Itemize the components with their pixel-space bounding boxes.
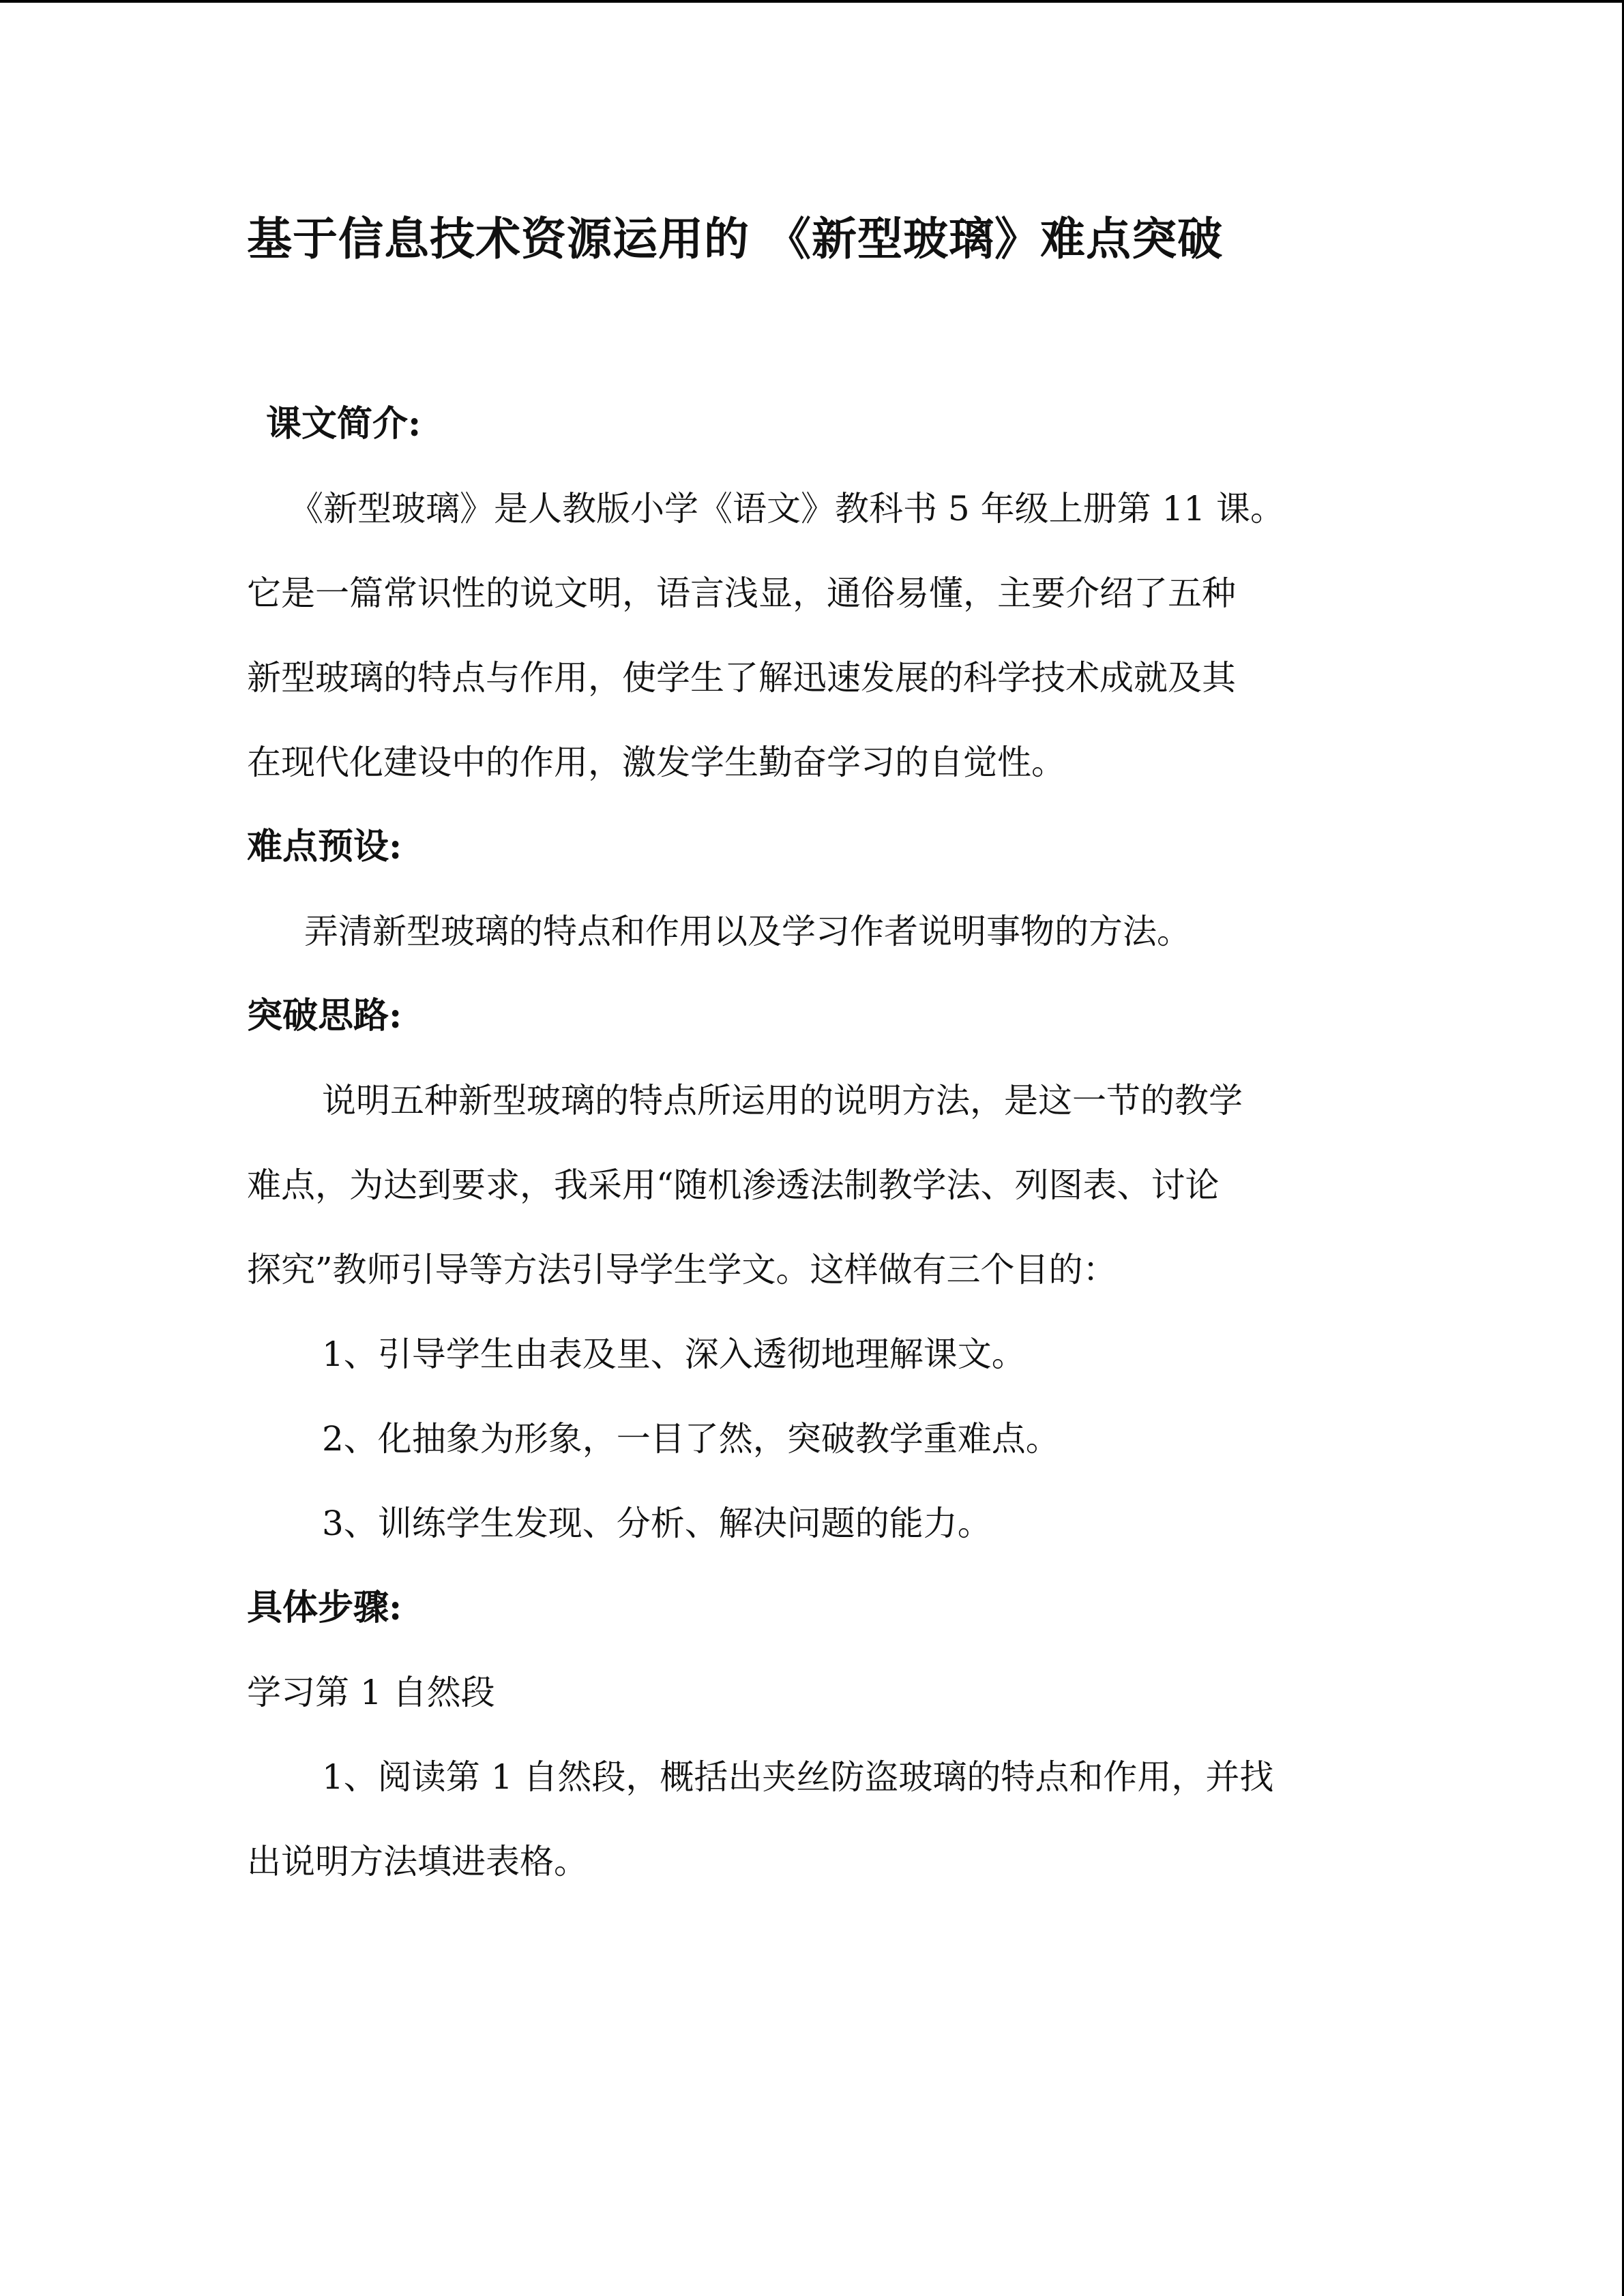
intro-line-2: 它是一篇常识性的说文明，语言浅显，通俗易懂，主要介绍了五种 [247, 573, 1236, 613]
steps-subheading: 学习第 1 自然段 [247, 1673, 495, 1712]
intro-line-1: 《新型玻璃》是人教版小学《语文》教科书 5 年级上册第 11 课。 [289, 489, 1285, 528]
document-title: 基于信息技术资源运用的 《新型玻璃》难点突破 [247, 212, 1223, 265]
intro-line-3: 新型玻璃的特点与作用，使学生了解迅速发展的科学技术成就及其 [247, 658, 1236, 698]
goal-item-1: 1、引导学生由表及里、深入透彻地理解课文。 [322, 1335, 1026, 1374]
document-body [247, 198, 1379, 1904]
approach-line-3: 探究”教师引导等方法引导学生学文。这样做有三个目的： [247, 1250, 1117, 1289]
section-heading-difficulty: 难点预设: [247, 826, 402, 867]
intro-line-4: 在现代化建设中的作用，激发学生勤奋学习的自觉性。 [247, 743, 1065, 782]
approach-line-1: 说明五种新型玻璃的特点所运用的说明方法，是这一节的教学 [322, 1081, 1243, 1120]
steps-line-2: 出说明方法填进表格。 [247, 1842, 588, 1881]
section-heading-approach: 突破思路: [247, 995, 402, 1037]
steps-line-1: 1、阅读第 1 自然段，概括出夹丝防盗玻璃的特点和作用，并找 [322, 1757, 1274, 1797]
section-heading-steps: 具体步骤: [247, 1587, 402, 1628]
approach-line-2: 难点，为达到要求，我采用“随机渗透法制教学法、列图表、讨论 [247, 1165, 1220, 1205]
section-heading-intro: 课文简介: [266, 403, 422, 445]
goal-item-2: 2、化抽象为形象，一目了然，突破教学重难点。 [322, 1419, 1060, 1459]
difficulty-line: 弄清新型玻璃的特点和作用以及学习作者说明事物的方法。 [304, 912, 1191, 951]
goal-item-3: 3、训练学生发现、分析、解决问题的能力。 [322, 1504, 992, 1543]
title-spacing [247, 280, 1379, 382]
